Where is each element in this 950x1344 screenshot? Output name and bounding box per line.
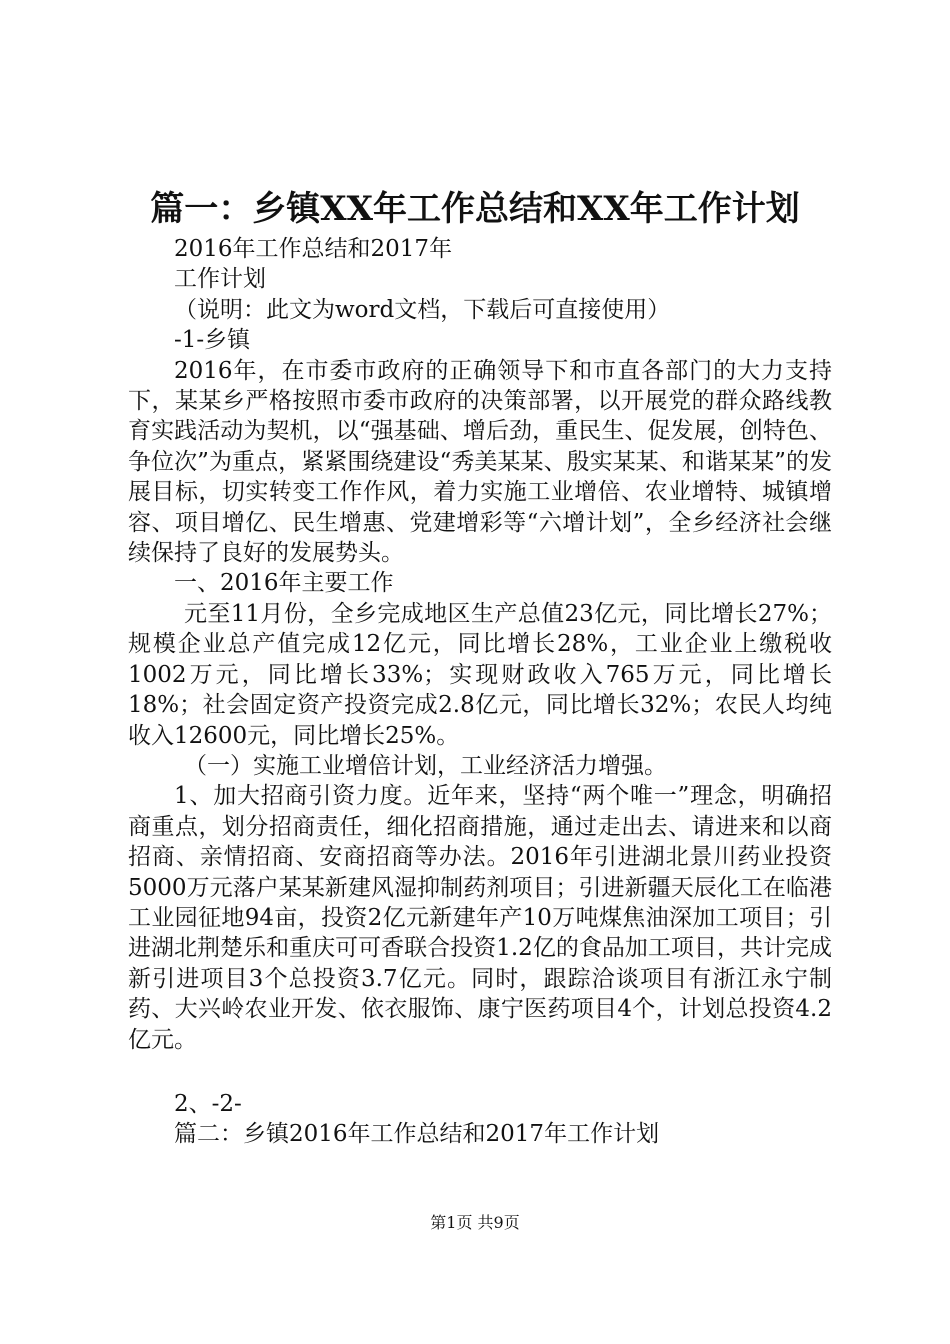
page-footer: 第1页 共9页 — [430, 1213, 520, 1232]
note-line: （说明：此文为word文档，下载后可直接使用） — [174, 296, 671, 323]
statistics-paragraph: 元至11月份，全乡完成地区生产总值23亿元，同比增长27%；规模企业总产值完成12亿元，同比增长28%，工业企业上缴税收1002万元，同比增长33%；实现财政收入765万元，同比增长18%；社会固定资产投资完成2.8亿元，同比增长32%；农民人均纯收入12600元，同比增长25%。 — [128, 600, 832, 749]
document-body — [128, 234, 832, 1150]
investment-paragraph: 1、加大招商引资力度。近年来，坚持“两个唯一”理念，明确招商重点，划分招商责任，细化招商措施，通过走出去、请进来和以商招商、亲情招商、安商招商等办法。2016年引进湖北景川药业投资5000万元落户某某新建风湿抑制药剂项目；引进新疆天辰化工在临港工业园征地94亩，投资2亿元新建年产10万吨煤焦油深加工项目；引进湖北荆楚乐和重庆可可香联合投资1.2亿的食品加工项目，共计完成新引进项目3个总投资3.7亿元。同时，跟踪洽谈项目有浙江永宁制药、大兴岭农业开发、依衣服饰、康宁医药项目4个，计划总投资4.2亿元。 — [128, 783, 832, 1053]
subtitle-line-2: 工作计划 — [174, 266, 266, 293]
section-heading-1: 一、2016年主要工作 — [174, 570, 394, 597]
page-marker-line: -1-乡镇 — [174, 327, 251, 354]
next-article-title: 篇二：乡镇2016年工作总结和2017年工作计划 — [174, 1121, 660, 1148]
document-title: 篇一：乡镇XX年工作总结和XX年工作计划 — [150, 189, 800, 229]
subsection-heading-1: （一）实施工业增倍计划，工业经济活力增强。 — [184, 752, 667, 779]
intro-paragraph: 2016年，在市委市政府的正确领导下和市直各部门的大力支持下，某某乡严格按照市委市政府的决策部署，以开展党的群众路线教育实践活动为契机，以“强基础、增后劲，重民生、促发展，创特色、争位次”为重点，紧紧围绕建设“秀美某某、殷实某某、和谐某某”的发展目标，切实转变工作作风，着力实施工业增倍、农业增特、城镇增容、项目增亿、民生增惠、党建增彩等“六增计划”，全乡经济社会继续保持了良好的发展势头。 — [128, 357, 832, 567]
subtitle-line-1: 2016年工作总结和2017年 — [174, 236, 453, 262]
item-2-line: 2、-2- — [174, 1090, 242, 1117]
